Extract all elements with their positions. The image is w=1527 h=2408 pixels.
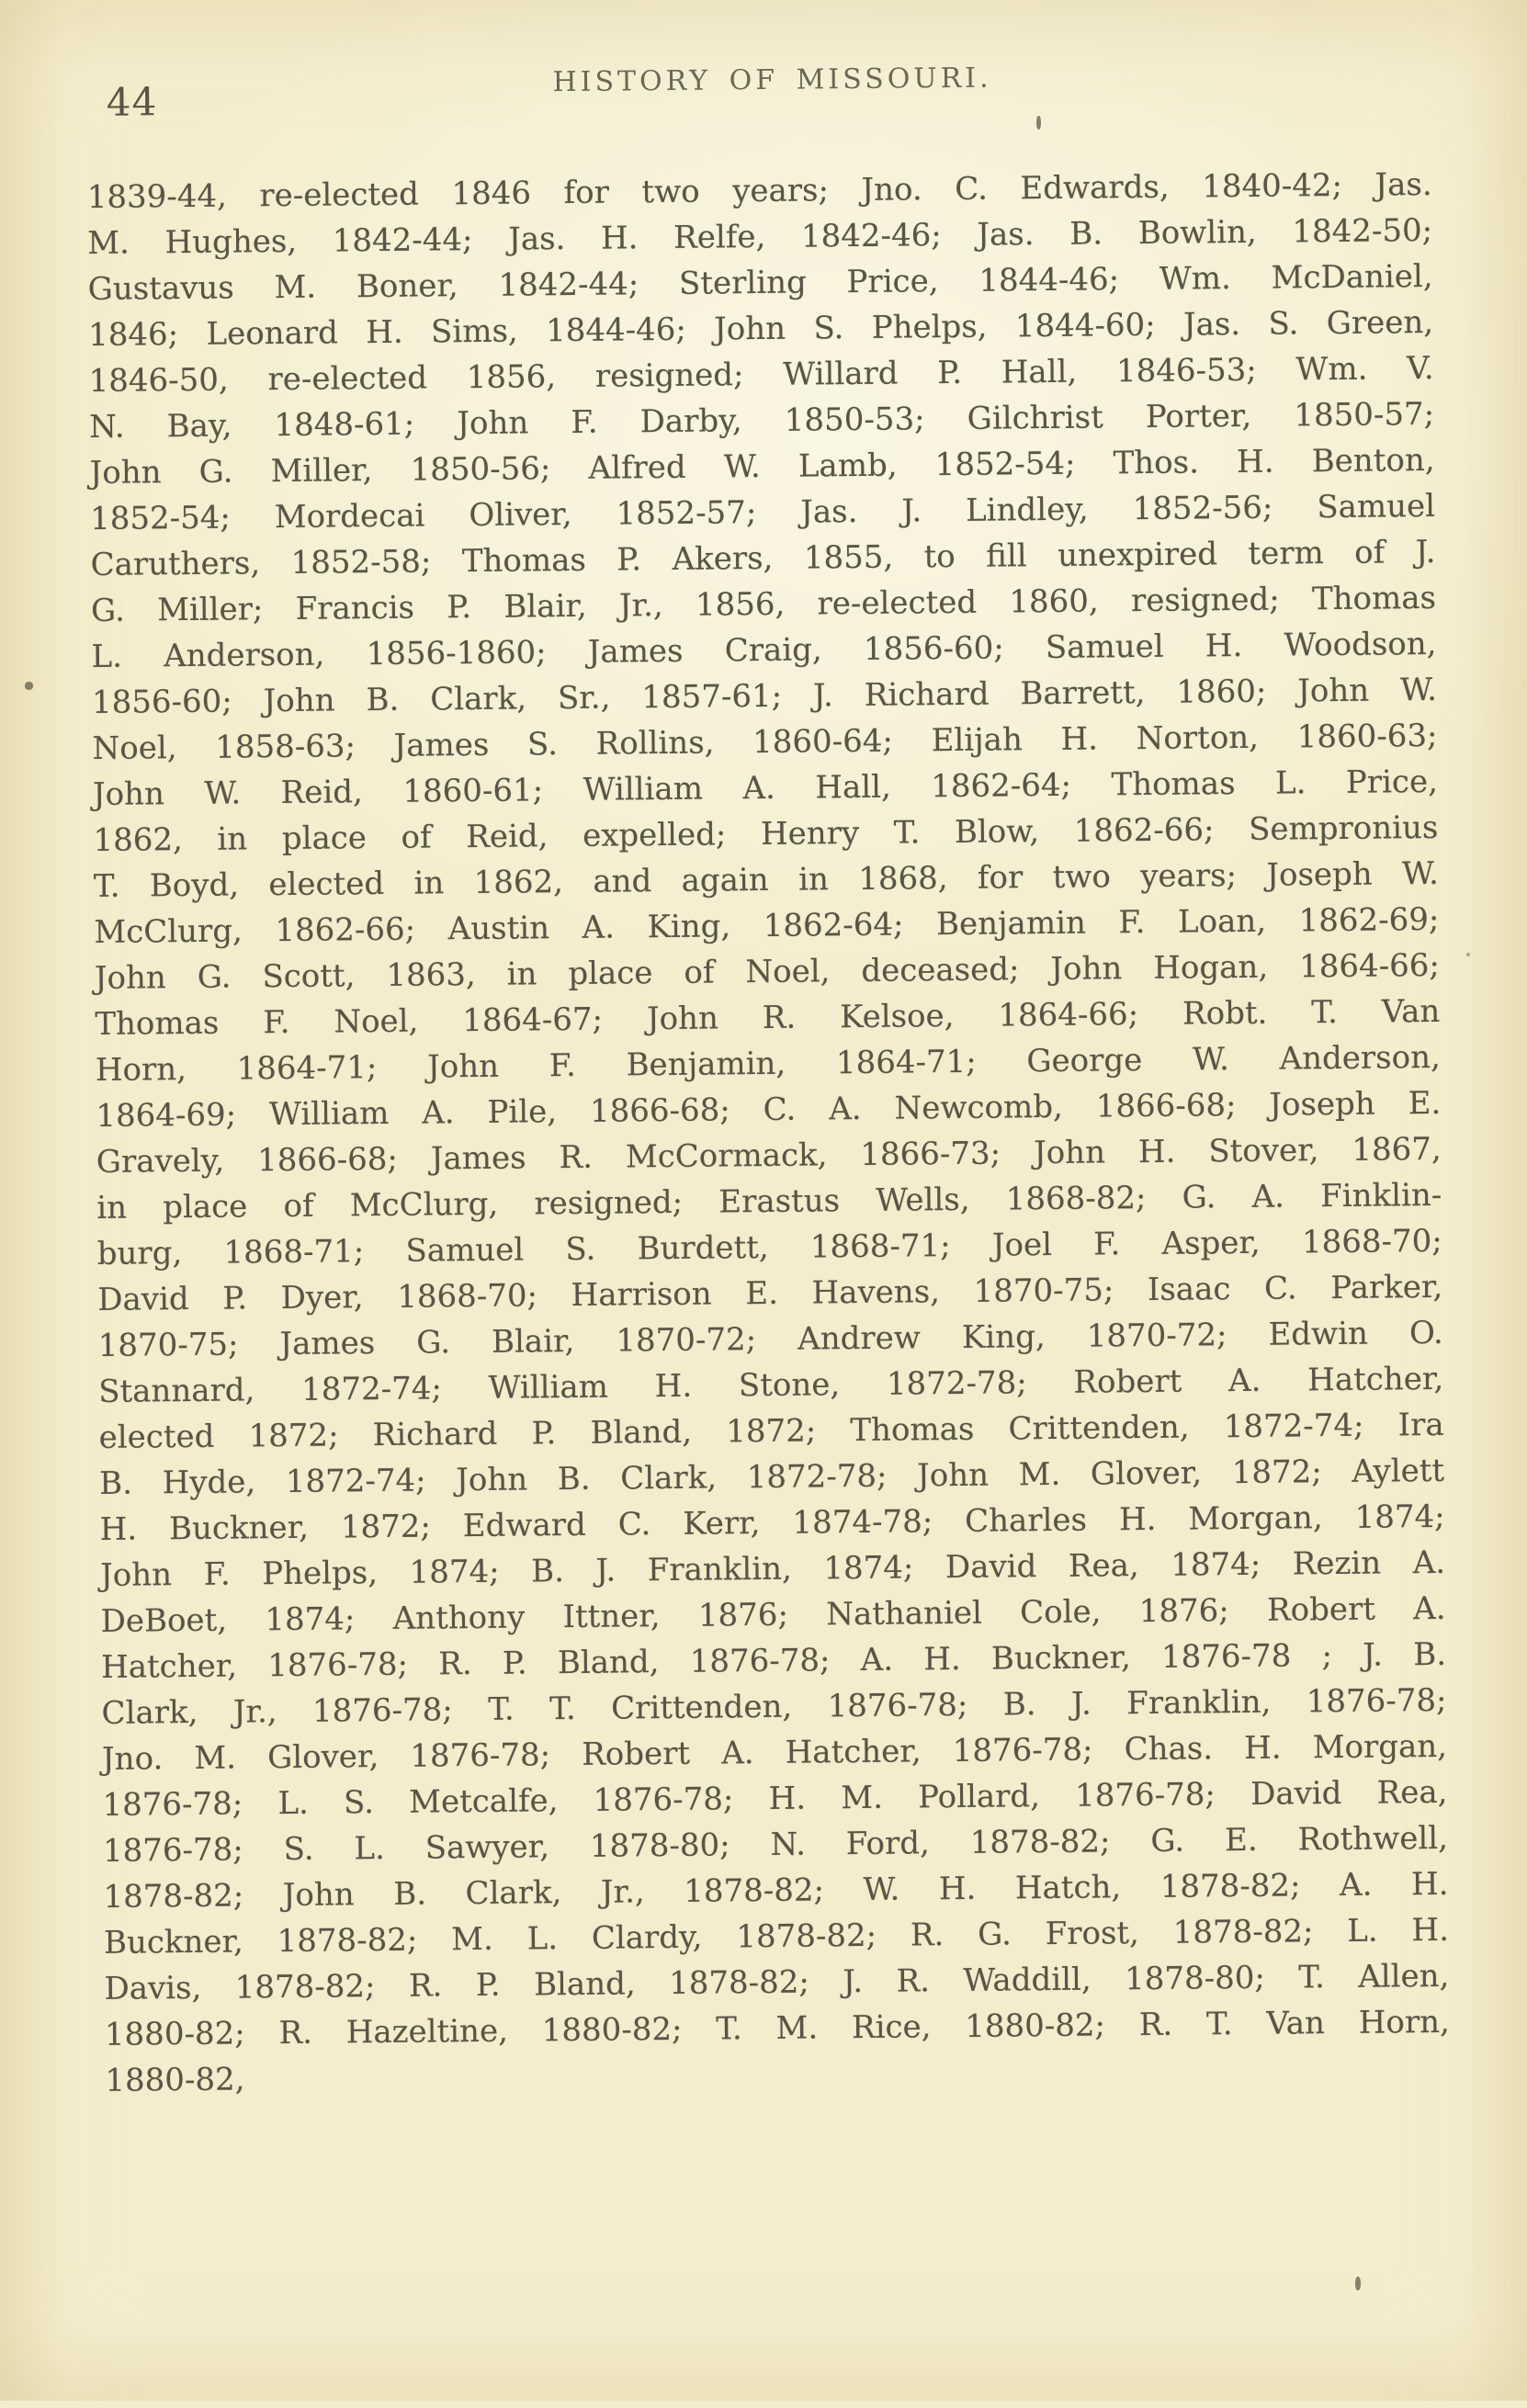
body-line: 1870-75; James G. Blair, 1870-72; Andrew King, 1870-72; Edwin O.	[97, 1314, 1443, 1364]
body-line: 1839-44, re-elected 1846 for two years; Jno. C. Edwards, 1840-42; Jas.	[86, 165, 1432, 217]
body-line: 1852-54; Mordecai Oliver, 1852-57; Jas. J. Lindley, 1852-56; Samuel	[89, 487, 1436, 538]
body-line: N. Bay, 1848-61; John F. Darby, 1850-53; Gilchrist Porter, 1850-57;	[88, 395, 1435, 447]
body-line: Thomas F. Noel, 1864-67; John R. Kelsoe, 1864-66; Robt. T. Van	[95, 992, 1441, 1043]
body-line: McClurg, 1862-66; Austin A. King, 1862-64; Benjamin F. Loan, 1862-69;	[94, 900, 1440, 951]
body-line: David P. Dyer, 1868-70; Harrison E. Havens, 1870-75; Isaac C. Parker,	[97, 1268, 1443, 1318]
body-line: burg, 1868-71; Samuel S. Burdett, 1868-71; Joel F. Asper, 1868-70;	[96, 1222, 1442, 1272]
body-line: 1864-69; William A. Pile, 1866-68; C. A. Newcomb, 1866-68; Joseph E.	[96, 1084, 1442, 1135]
body-line: in place of McClurg, resigned; Erastus Wells, 1868-82; G. A. Finklin-	[96, 1176, 1442, 1227]
body-line: G. Miller; Francis P. Blair, Jr., 1856, re-elected 1860, resigned; Thomas	[90, 579, 1437, 630]
body-line: Horn, 1864-71; John F. Benjamin, 1864-71; George W. Anderson,	[95, 1038, 1441, 1089]
body-line: 1880-82; R. Hazeltine, 1880-82; T. M. Rice, 1880-82; R. T. Van Horn,	[104, 2003, 1451, 2053]
body-line: Clark, Jr., 1876-78; T. T. Crittenden, 1876-78; B. J. Franklin, 1876-78;	[101, 1681, 1447, 1732]
scan-speck	[1355, 2277, 1361, 2290]
body-line: 1878-82; John B. Clark, Jr., 1878-82; W. H. Hatch, 1878-82; A. H.	[103, 1865, 1449, 1916]
body-line: H. Buckner, 1872; Edward C. Kerr, 1874-78; Charles H. Morgan, 1874;	[99, 1498, 1445, 1548]
body-line: Buckner, 1878-82; M. L. Clardy, 1878-82; R. G. Frost, 1878-82; L. H.	[103, 1911, 1450, 1961]
body-line: Jno. M. Glover, 1876-78; Robert A. Hatcher, 1876-78; Chas. H. Morgan,	[101, 1727, 1448, 1778]
body-line: elected 1872; Richard P. Bland, 1872; Thomas Crittenden, 1872-74; Ira	[98, 1406, 1444, 1456]
body-line: Gravely, 1866-68; James R. McCormack, 1866-73; John H. Stover, 1867,	[96, 1130, 1442, 1181]
body-line: L. Anderson, 1856-1860; James Craig, 1856-60; Samuel H. Woodson,	[91, 625, 1437, 675]
paragraph	[87, 162, 1451, 2104]
body-line: Davis, 1878-82; R. P. Bland, 1878-82; J. R. Waddill, 1878-80; T. Allen,	[104, 1957, 1450, 2007]
body-line: B. Hyde, 1872-74; John B. Clark, 1872-78; John M. Glover, 1872; Aylett	[98, 1452, 1445, 1502]
body-line: 1856-60; John B. Clark, Sr., 1857-61; J. Richard Barrett, 1860; John W.	[91, 671, 1438, 721]
body-line: Noel, 1858-63; James S. Rollins, 1860-64; Elijah H. Norton, 1860-63;	[92, 717, 1438, 767]
body-line: Stannard, 1872-74; William H. Stone, 1872-78; Robert A. Hatcher,	[98, 1360, 1444, 1410]
page-number: 44	[106, 79, 158, 125]
body-line: Hatcher, 1876-78; R. P. Bland, 1876-78; A. H. Buckner, 1876-78 ; J. B.	[100, 1635, 1447, 1686]
body-line: T. Boyd, elected in 1862, and again in 1868, for two years; Joseph W.	[93, 854, 1440, 905]
body-line: John G. Scott, 1863, in place of Noel, deceased; John Hogan, 1864-66;	[94, 946, 1441, 997]
body-line: 1846-50, re-elected 1856, resigned; Willard P. Hall, 1846-53; Wm. V.	[88, 349, 1434, 401]
body-line: Gustavus M. Boner, 1842-44; Sterling Price, 1844-46; Wm. McDaniel,	[87, 257, 1433, 309]
body-line: John G. Miller, 1850-56; Alfred W. Lamb, 1852-54; Thos. H. Benton,	[89, 441, 1435, 492]
body-line: 1880-82,	[105, 2061, 245, 2099]
body-line: DeBoet, 1874; Anthony Ittner, 1876; Nathaniel Cole, 1876; Robert A.	[100, 1589, 1446, 1640]
body-line: 1862, in place of Reid, expelled; Henry T. Blow, 1862-66; Sempronius	[93, 808, 1439, 859]
body-line: 1876-78; L. S. Metcalfe, 1876-78; H. M. Pollard, 1876-78; David Rea,	[102, 1773, 1448, 1824]
body-line: 1876-78; S. L. Sawyer, 1878-80; N. Ford, 1878-82; G. E. Rothwell,	[102, 1819, 1449, 1870]
body-line: John F. Phelps, 1874; B. J. Franklin, 1874; David Rea, 1874; Rezin A.	[99, 1543, 1446, 1594]
scan-speck	[1466, 953, 1470, 956]
body-line: 1846; Leonard H. Sims, 1844-46; John S. Phelps, 1844-60; Jas. S. Green,	[87, 303, 1434, 355]
body-line: M. Hughes, 1842-44; Jas. H. Relfe, 1842-46; Jas. B. Bowlin, 1842-50;	[87, 211, 1433, 263]
scan-speck	[25, 682, 33, 690]
running-header: HISTORY OF MISSOURI.	[552, 62, 992, 99]
body-line: Caruthers, 1852-58; Thomas P. Akers, 1855, to fill unexpired term of J.	[90, 533, 1436, 584]
scan-speck	[1036, 116, 1041, 130]
body-line: John W. Reid, 1860-61; William A. Hall, 1862-64; Thomas L. Price,	[92, 763, 1439, 813]
